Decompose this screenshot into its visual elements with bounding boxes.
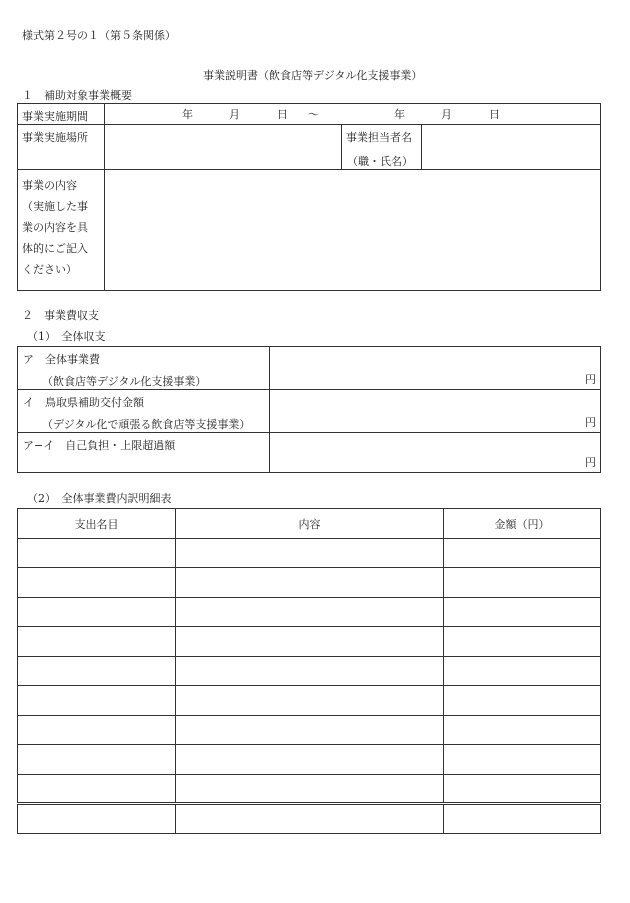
content-input-cell[interactable] (105, 170, 601, 291)
table-row (18, 745, 601, 775)
location-input-cell[interactable] (105, 125, 342, 170)
expense-item-cell[interactable] (18, 657, 176, 686)
content-cell[interactable] (176, 598, 444, 627)
contact-input-cell[interactable] (422, 125, 601, 170)
sub2-heading: （2） 全体事業費内訳明細表 (27, 492, 172, 505)
amount-cell[interactable] (444, 568, 601, 598)
period-day-1: 日 (277, 108, 288, 121)
self-burden-label: ア−イ 自己負担・上限超過額 (23, 439, 176, 452)
content-cell[interactable] (176, 745, 444, 775)
content-cell[interactable] (176, 804, 444, 834)
section2-heading: ２ 事業費収支 (22, 309, 99, 322)
overview-table (17, 103, 601, 291)
balance-row-label-cell (18, 390, 270, 433)
amount-cell[interactable] (444, 627, 601, 657)
content-label-line5: ください） (22, 263, 77, 276)
period-month-2: 月 (441, 108, 452, 121)
total-cost-sublabel: （飲食店等デジタル化支援事業） (42, 375, 207, 388)
period-label-cell (18, 104, 105, 125)
content-cell[interactable] (176, 627, 444, 657)
period-day-2: 日 (489, 108, 500, 121)
self-burden-value-cell[interactable] (270, 433, 601, 473)
header-content: 内容 (176, 509, 444, 539)
form-number: 様式第２号の１（第５条関係） (22, 29, 176, 42)
header-expense-item: 支出名目 (18, 509, 176, 539)
amount-cell[interactable] (444, 745, 601, 775)
table-row (18, 686, 601, 716)
total-cost-label: ア 全体事業費 (23, 353, 100, 366)
amount-cell[interactable] (444, 539, 601, 568)
amount-cell[interactable] (444, 716, 601, 745)
content-cell[interactable] (176, 657, 444, 686)
expense-item-cell[interactable] (18, 775, 176, 804)
header-amount: 金額（円） (444, 509, 601, 539)
content-label-line1: 事業の内容 (22, 179, 77, 192)
content-cell[interactable] (176, 686, 444, 716)
period-year-1: 年 (182, 108, 193, 121)
expense-item-cell[interactable] (18, 627, 176, 657)
table-row (18, 568, 601, 598)
breakdown-table (17, 508, 601, 834)
content-cell[interactable] (176, 539, 444, 568)
location-label: 事業実施場所 (22, 131, 88, 144)
period-month-1: 月 (229, 108, 240, 121)
table-row (18, 716, 601, 745)
amount-cell[interactable] (444, 804, 601, 834)
content-label-line3: 業の内容を具 (22, 221, 88, 234)
expense-item-cell[interactable] (18, 598, 176, 627)
contact-label-line2: （職・氏名） (347, 155, 413, 168)
section1-heading: １ 補助対象事業概要 (22, 89, 132, 102)
amount-cell[interactable] (444, 657, 601, 686)
expense-item-cell[interactable] (18, 716, 176, 745)
table-row (18, 539, 601, 568)
period-tilde: ～ (308, 108, 319, 121)
subsidy-label: イ 鳥取県補助交付金額 (23, 396, 144, 409)
contact-label-line1: 事業担当者名 (346, 131, 412, 144)
content-label-cell (18, 170, 105, 291)
table-row (18, 775, 601, 804)
amount-cell[interactable] (444, 686, 601, 716)
table-row (18, 627, 601, 657)
content-cell[interactable] (176, 568, 444, 598)
balance-table (17, 346, 601, 473)
location-label-cell (18, 125, 105, 170)
amount-cell[interactable] (444, 598, 601, 627)
subsidy-sublabel: （デジタル化で頑張る飲食店等支援事業） (42, 418, 251, 431)
subsidy-value-cell[interactable] (270, 390, 601, 433)
content-cell[interactable] (176, 716, 444, 745)
yen-unit: 円 (585, 456, 596, 469)
sub1-heading: （1） 全体収支 (27, 330, 106, 343)
content-cell[interactable] (176, 775, 444, 804)
expense-item-cell[interactable] (18, 686, 176, 716)
expense-item-cell[interactable] (18, 539, 176, 568)
period-label: 事業実施期間 (22, 110, 88, 123)
table-row (18, 598, 601, 627)
amount-cell[interactable] (444, 775, 601, 804)
expense-item-cell[interactable] (18, 568, 176, 598)
content-label-line4: 体的にご記入 (22, 242, 88, 255)
page-title: 事業説明書（飲食店等デジタル化支援事業） (203, 69, 423, 82)
yen-unit: 円 (585, 416, 596, 429)
total-row (18, 804, 601, 834)
balance-row-label-cell (18, 433, 270, 473)
yen-unit: 円 (585, 373, 596, 386)
total-cost-value-cell[interactable] (270, 347, 601, 390)
content-label-line2: （実施した事 (22, 200, 88, 213)
balance-row-label-cell (18, 347, 270, 390)
contact-label-cell (342, 125, 422, 170)
period-input-cell[interactable] (105, 104, 601, 125)
expense-item-cell[interactable] (18, 745, 176, 775)
period-year-2: 年 (394, 108, 405, 121)
expense-item-cell[interactable] (18, 804, 176, 834)
table-row (18, 657, 601, 686)
